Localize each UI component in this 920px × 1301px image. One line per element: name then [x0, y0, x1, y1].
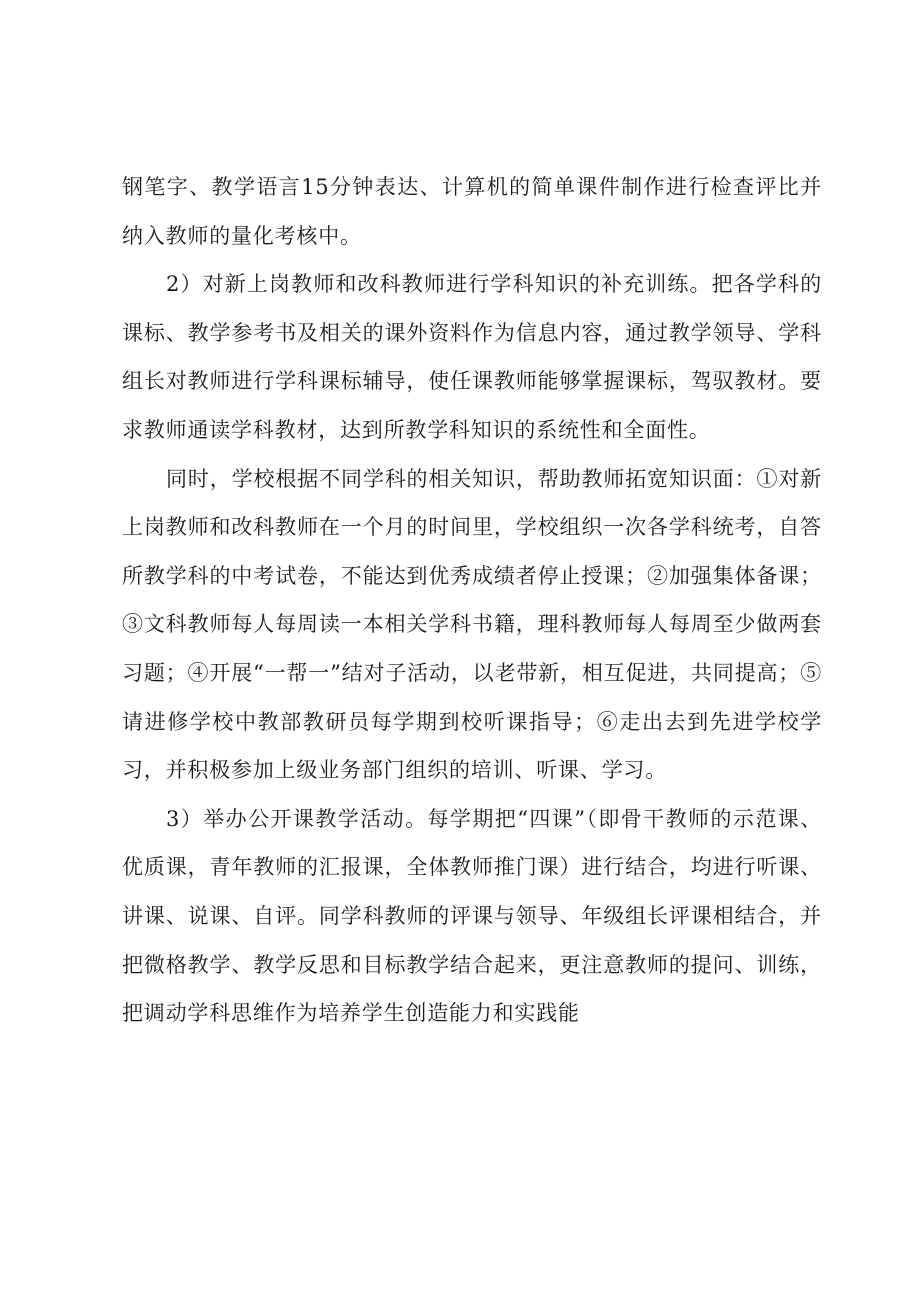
document-body — [122, 163, 822, 1038]
paragraph-knowledge-expansion: 同时，学校根据不同学科的相关知识，帮助教师拓宽知识面：①对新上岗教师和改科教师在一个月的时间里，学校组织一次各学科统考，自答所教学科的中考试卷，不能达到优秀成绩者停止授课；②加强集体备课；③文科教师每人每周读一本相关学科书籍，理科教师每人每周至少做两套习题；④开展“一帮一”结对子活动，以老带新，相互促进，共同提高；⑤请进修学校中教部教研员每学期到校听课指导；⑥走出去到先进学校学习，并积极参加上级业务部门组织的培训、听课、学习。 — [122, 466, 822, 783]
paragraph-continuation: 钢笔字、教学语言15分钟表达、计算机的简单课件制作进行检查评比并纳入教师的量化考核中。 — [122, 175, 822, 248]
paragraph-open-class: 3）举办公开课教学活动。每学期把“四课”（即骨干教师的示范课、优质课，青年教师的汇报课，全体教师推门课）进行结合，均进行听课、讲课、说课、自评。同学科教师的评课与领导、年级组长评课相结合，并把微格教学、教学反思和目标教学结合起来，更注意教师的提问、训练，把调动学科思维作为培养学生创造能力和实践能 — [122, 806, 822, 1026]
paragraph-training: 2）对新上岗教师和改科教师进行学科知识的补充训练。把各学科的课标、教学参考书及相关的课外资料作为信息内容，通过教学领导、学科组长对教师进行学科课标辅导，使任课教师能够掌握课标，驾驭教材。要求教师通读学科教材，达到所教学科知识的系统性和全面性。 — [122, 272, 822, 442]
